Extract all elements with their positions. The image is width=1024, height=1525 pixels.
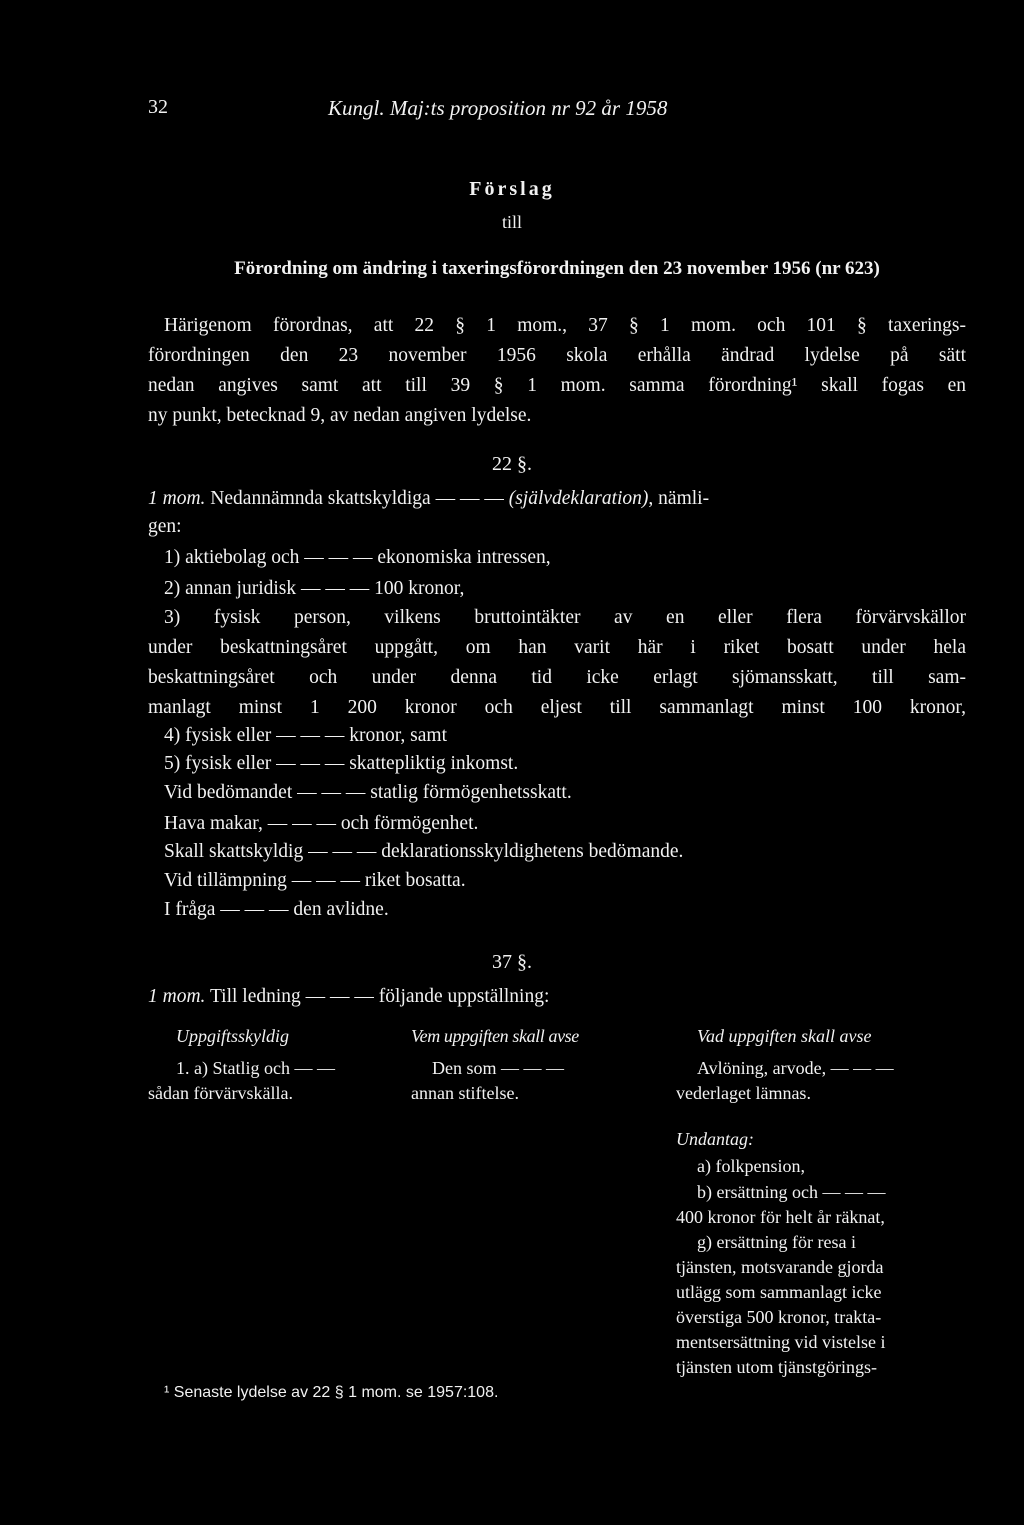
col1-line-2: sådan förvärvskälla. (148, 1083, 293, 1103)
col1-line-1: 1. a) Statlig och — — (176, 1058, 335, 1078)
intro-line-2: förordningen den 23 november 1956 skola erhålla ändrad lydelse på sätt (148, 345, 966, 366)
sec22-line1-text: Nedannämnda skattskyldiga — — — (205, 488, 509, 509)
sec22-i-fraga: I fråga — — — den avlidne. (164, 899, 389, 920)
col-header-uppgiftsskyldig: Uppgiftsskyldig (176, 1026, 289, 1046)
col3-line-1: Avlöning, arvode, — — — (697, 1058, 894, 1078)
document-title: Förordning om ändring i taxeringsförordningen den 23 november 1956 (nr 623) (234, 258, 880, 279)
sec22-hava-makar: Hava makar, — — — och förmögenhet. (164, 813, 479, 834)
col2-line-1: Den som — — — (432, 1058, 564, 1078)
undantag-line-9: tjänsten utom tjänstgörings- (676, 1357, 877, 1377)
sec22-item-3: 3) fysisk person, vilkens bruttointäkter av en eller flera förvärvskällor (164, 607, 966, 628)
section-22-heading: 22 §. (492, 453, 532, 475)
sec22-skall-skattskyldig: Skall skattskyldig — — — deklarationsskyldighetens bedömande. (164, 841, 684, 862)
col-header-vad: Vad uppgiften skall avse (697, 1026, 872, 1046)
undantag-line-5: tjänsten, motsvarande gjorda (676, 1257, 884, 1277)
undantag-line-8: mentsersättning vid vistelse i (676, 1332, 886, 1352)
sec22-item-1: 1) aktiebolag och — — — ekonomiska intressen, (164, 547, 551, 568)
page-number: 32 (148, 96, 168, 118)
sec37-line1-text: Till ledning — — — följande uppställning: (205, 986, 550, 1007)
sec22-vid-tillampning: Vid tillämpning — — — riket bosatta. (164, 870, 466, 891)
sec22-vid-bedomandet: Vid bedömandet — — — statlig förmögenhetsskatt. (164, 782, 572, 803)
sec22-item-2: 2) annan juridisk — — — 100 kronor, (164, 578, 465, 599)
sec37-line-1 (148, 985, 966, 1009)
running-title: Kungl. Maj:ts proposition nr 92 år 1958 (328, 96, 668, 120)
intro-line-1: Härigenom förordnas, att 22 § 1 mom., 37 § 1 mom. och 101 § taxerings- (164, 315, 966, 336)
footnote: ¹ Senaste lydelse av 22 § 1 mom. se 1957:108. (164, 1384, 499, 1401)
sec22-item3-cont-3: manlagt minst 1 200 kronor och eljest till sammanlagt minst 100 kronor, (148, 697, 966, 718)
sec22-line-1 (148, 487, 966, 511)
sec22-item3-cont-1: under beskattningsåret uppgått, om han varit här i riket bosatt under hela (148, 637, 966, 658)
intro-line-4: ny punkt, betecknad 9, av nedan angiven lydelse. (148, 405, 532, 426)
col3-line-2: vederlaget lämnas. (676, 1083, 811, 1103)
undantag-line-7: överstiga 500 kronor, trakta- (676, 1307, 882, 1327)
mom-label-37: 1 mom. (148, 986, 206, 1007)
forslag-heading: Förslag (469, 178, 555, 200)
col2-line-2: annan stiftelse. (411, 1083, 519, 1103)
sec22-item3-cont-2: beskattningsåret och under denna tid icke erlagt sjömansskatt, till sam- (148, 667, 966, 688)
till-word: till (501, 212, 522, 232)
sjalvdeklaration-term: (självdeklaration) (508, 488, 649, 509)
sec22-line1-tail: , nämli- (648, 488, 710, 509)
mom-label-22: 1 mom. (148, 488, 206, 509)
sec22-line-2: gen: (148, 516, 182, 537)
section-37-heading: 37 §. (492, 951, 532, 973)
undantag-line-1: a) folkpension, (697, 1156, 805, 1176)
undantag-line-2: b) ersättning och — — — (697, 1182, 886, 1202)
intro-line-3: nedan angives samt att till 39 § 1 mom. samma förordning¹ skall fogas en (148, 375, 966, 396)
col-header-vem: Vem uppgiften skall avse (411, 1026, 579, 1046)
undantag-line-6: utlägg som sammanlagt icke (676, 1282, 882, 1302)
sec22-item-5: 5) fysisk eller — — — skattepliktig inkomst. (164, 753, 519, 774)
undantag-line-3: 400 kronor för helt år räknat, (676, 1207, 885, 1227)
undantag-label: Undantag: (676, 1129, 754, 1149)
undantag-line-4: g) ersättning för resa i (697, 1232, 856, 1252)
sec22-item-4: 4) fysisk eller — — — kronor, samt (164, 725, 448, 746)
